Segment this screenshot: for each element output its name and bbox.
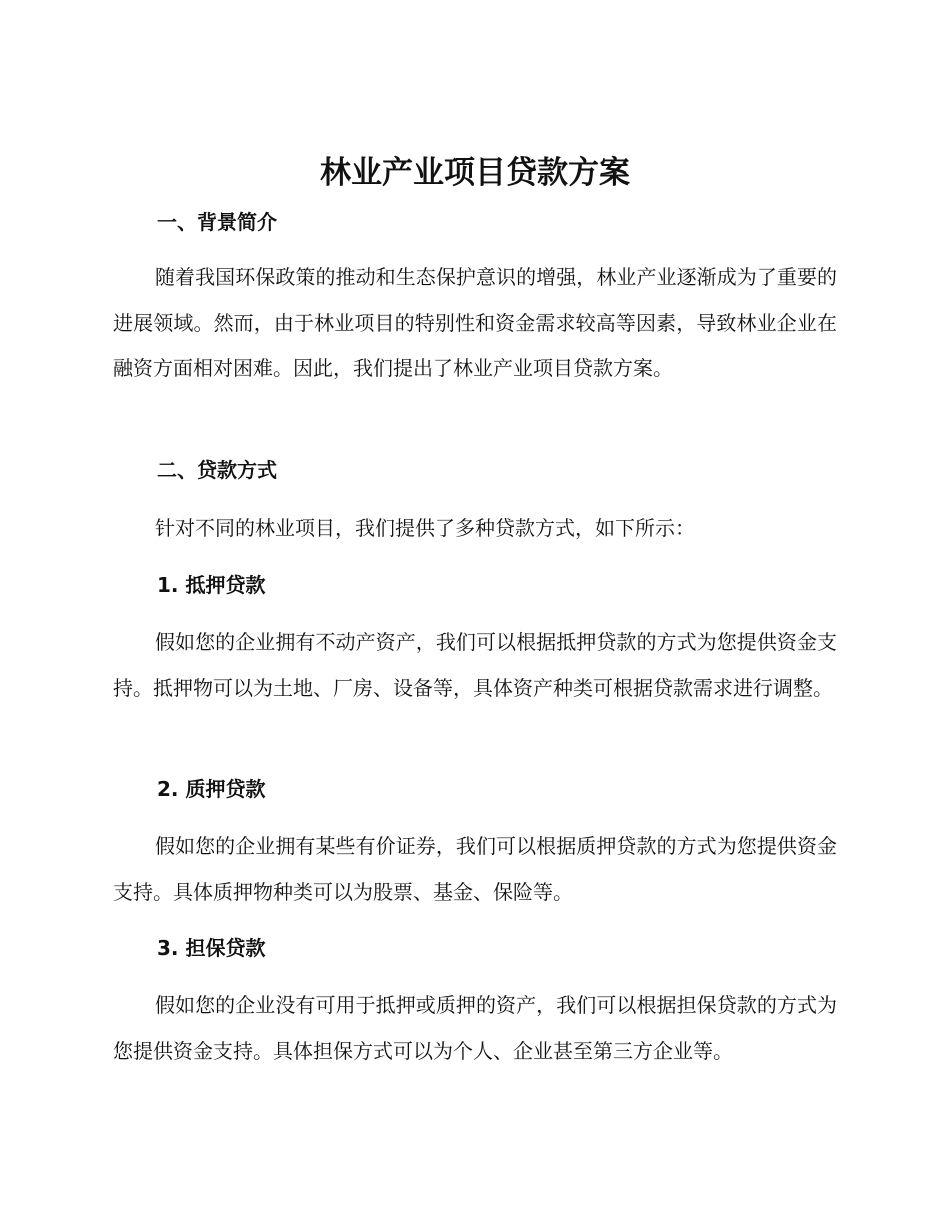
paragraph-loan-methods-intro: 针对不同的林业项目，我们提供了多种贷款方式，如下所示：: [155, 516, 695, 540]
paragraph-guarantee-loan: 假如您的企业没有可用于抵押或质押的资产，我们可以根据担保贷款的方式为您提供资金支持。具体担保方式可以为个人、企业甚至第三方企业等。: [113, 993, 837, 1063]
paragraph-background: 随着我国环保政策的推动和生态保护意识的增强，林业产业逐渐成为了重要的进展领域。然而，由于林业项目的特别性和资金需求较高等因素，导致林业企业在融资方面相对困难。因此，我们提出了林业产业项目贷款方案。: [113, 265, 837, 380]
subsection-heading-pledge-loan: 2. 质押贷款: [157, 777, 266, 801]
section-heading-loan-methods: 二、贷款方式: [157, 458, 277, 482]
section-heading-background: 一、背景简介: [157, 210, 277, 234]
subsection-heading-mortgage-loan: 1. 抵押贷款: [157, 573, 266, 597]
paragraph-pledge-loan: 假如您的企业拥有某些有价证券，我们可以根据质押贷款的方式为您提供资金支持。具体质押物种类可以为股票、基金、保险等。: [113, 834, 837, 904]
paragraph-mortgage-loan: 假如您的企业拥有不动产资产，我们可以根据抵押贷款的方式为您提供资金支持。抵押物可以为土地、厂房、设备等，具体资产种类可根据贷款需求进行调整。: [113, 630, 837, 700]
document-title: 林业产业项目贷款方案: [320, 155, 630, 191]
subsection-heading-guarantee-loan: 3. 担保贷款: [157, 936, 266, 960]
